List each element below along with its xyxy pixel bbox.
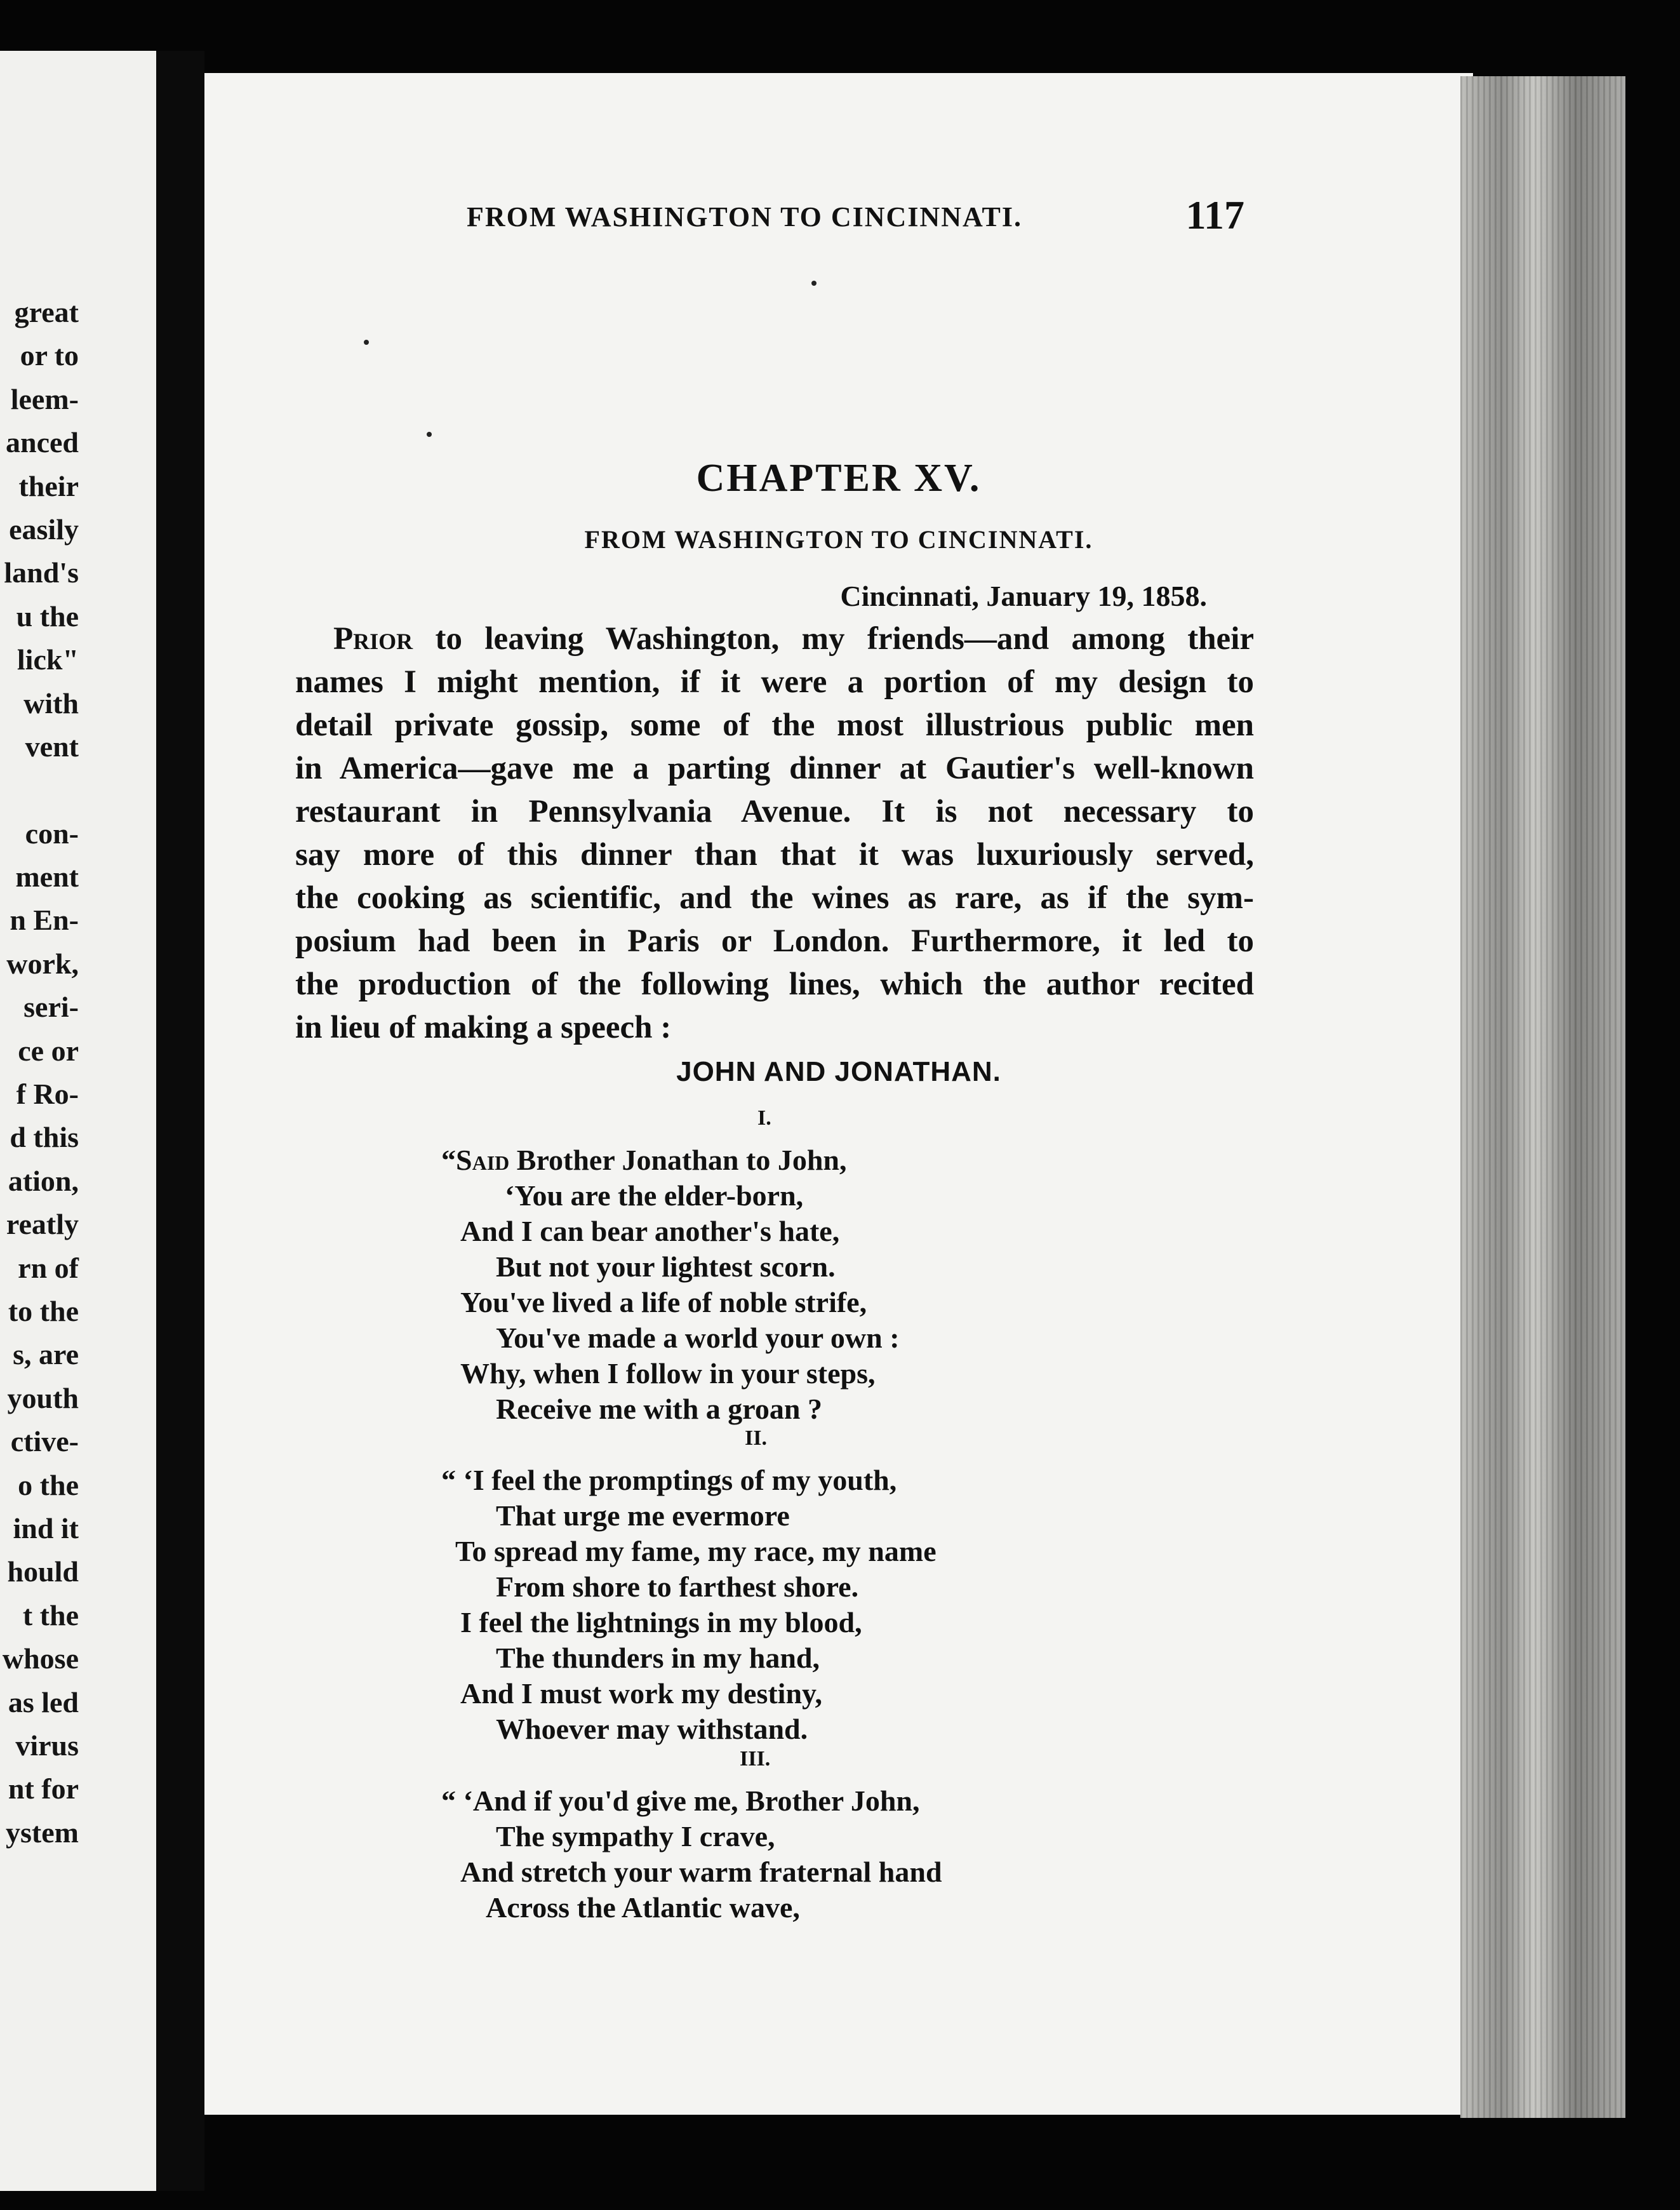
running-header: [467, 192, 1244, 249]
scan-speck: [811, 281, 817, 286]
book-gutter: [156, 51, 204, 2191]
left-page-line: or to: [20, 339, 79, 372]
poem-stanza-3: [441, 1747, 942, 1925]
left-page-line: o the: [18, 1468, 79, 1501]
poem-line: ‘You are the elder-born,: [505, 1179, 804, 1212]
left-page-line: n En-: [10, 904, 79, 937]
paragraph-line: Prior to leaving Washington, my friends—and among their: [333, 621, 1254, 657]
left-page-line: ation,: [8, 1164, 79, 1197]
drop-word: Said: [456, 1144, 510, 1176]
left-page-line: lick": [17, 643, 79, 676]
page-number: 117: [1185, 192, 1244, 238]
poem-line: The thunders in my hand,: [496, 1642, 820, 1674]
paragraph-line: in lieu of making a speech :: [295, 1010, 672, 1045]
left-page-line: their: [18, 469, 79, 502]
page-edge-texture: [1460, 76, 1625, 2118]
left-page-line: nt for: [8, 1772, 79, 1805]
chapter-heading: CHAPTER XV.: [696, 457, 982, 500]
scan-speck: [364, 340, 369, 345]
left-page-line: leem-: [10, 382, 79, 415]
left-page-line: as led: [8, 1685, 79, 1718]
left-page-line: ctive-: [10, 1425, 79, 1458]
left-page-line: vent: [25, 730, 79, 763]
left-page-line: [0, 768, 79, 812]
poem-line: And I can bear another's hate,: [460, 1215, 840, 1247]
paragraph-line: names I might mention, if it were a portion of my design to: [295, 664, 1254, 700]
left-page-line: rn of: [18, 1251, 79, 1284]
left-page-line: easily: [9, 512, 79, 546]
stanza-number: II.: [745, 1426, 767, 1450]
left-page-line: f Ro-: [16, 1078, 79, 1111]
left-page-line: land's: [4, 556, 79, 589]
left-page-line: ystem: [6, 1816, 79, 1849]
left-page-line: u the: [16, 599, 79, 633]
left-page-line: t the: [22, 1598, 79, 1631]
left-page-line: virus: [15, 1729, 79, 1762]
dateline: Cincinnati, January 19, 1858.: [840, 580, 1207, 612]
left-page-line: ind it: [13, 1511, 79, 1544]
poem-line: Why, when I follow in your steps,: [460, 1357, 876, 1390]
poem-stanza-2: [441, 1426, 937, 1747]
chapter-subtitle: FROM WASHINGTON TO CINCINNATI.: [584, 525, 1093, 554]
paragraph-line: the production of the following lines, which the author recited: [295, 967, 1254, 1002]
paragraph-line: in America—gave me a parting dinner at Gautier's well-known: [295, 751, 1254, 786]
left-page-line: s, are: [13, 1338, 79, 1371]
poem-line: Receive me with a groan ?: [496, 1393, 822, 1425]
left-page-line: whose: [2, 1642, 79, 1675]
stanza-number: I.: [757, 1106, 771, 1130]
poem-line: And stretch your warm fraternal hand: [460, 1856, 942, 1888]
running-title: FROM WASHINGTON TO CINCINNATI.: [467, 201, 1022, 232]
poem-title: JOHN AND JONATHAN.: [676, 1056, 1001, 1087]
stanza-number: III.: [740, 1747, 771, 1771]
paragraph-line: the cooking as scientific, and the wines as rare, as if the sym-: [295, 880, 1254, 916]
poem-line: I feel the lightnings in my blood,: [460, 1606, 862, 1638]
poem-line: That urge me evermore: [496, 1499, 790, 1532]
left-facing-page: [0, 51, 156, 2191]
scan-speck: [427, 432, 432, 437]
left-page-line: to the: [8, 1294, 79, 1327]
poem-line: You've made a world your own :: [496, 1322, 900, 1354]
left-page-line: ment: [15, 861, 79, 894]
paragraph-line: detail private gossip, some of the most illustrious public men: [295, 707, 1254, 743]
left-page-line: anced: [6, 426, 79, 459]
poem-line: But not your lightest scorn.: [496, 1250, 836, 1283]
drop-word: Prior: [333, 621, 413, 657]
left-page-line: youth: [7, 1381, 79, 1414]
left-page-line: hould: [7, 1555, 79, 1588]
poem-line: From shore to farthest shore.: [496, 1570, 859, 1603]
poem-line: “ ‘And if you'd give me, Brother John,: [441, 1785, 920, 1817]
left-page-line: con-: [25, 817, 79, 850]
poem-line: “ ‘I feel the promptings of my youth,: [441, 1464, 897, 1496]
poem-stanza-1: [441, 1106, 900, 1427]
left-page-line: ce or: [18, 1034, 79, 1067]
poem-line: Across the Atlantic wave,: [486, 1891, 800, 1924]
poem-line: “Said Brother Jonathan to John,: [441, 1144, 847, 1176]
paragraph-line: say more of this dinner than that it was luxuriously served,: [295, 837, 1254, 873]
paragraph-line: restaurant in Pennsylvania Avenue. It is not necessary to: [295, 794, 1254, 829]
poem-line: To spread my fame, my race, my name: [455, 1535, 937, 1567]
poem-line: You've lived a life of noble strife,: [460, 1286, 867, 1318]
paragraph-line: posium had been in Paris or London. Furthermore, it led to: [295, 923, 1254, 959]
left-page-line: d this: [10, 1121, 79, 1154]
chapter-paragraph: [295, 617, 1254, 1049]
left-page-line: great: [14, 296, 79, 328]
left-page-line: with: [23, 686, 79, 720]
left-page-text: [0, 291, 79, 1854]
left-page-line: reatly: [6, 1208, 79, 1241]
left-page-line: work,: [6, 947, 79, 980]
left-page-line: seri-: [23, 991, 79, 1024]
poem-line: Whoever may withstand.: [496, 1713, 808, 1745]
poem-line: The sympathy I crave,: [496, 1820, 775, 1852]
poem-line: And I must work my destiny,: [460, 1677, 822, 1710]
